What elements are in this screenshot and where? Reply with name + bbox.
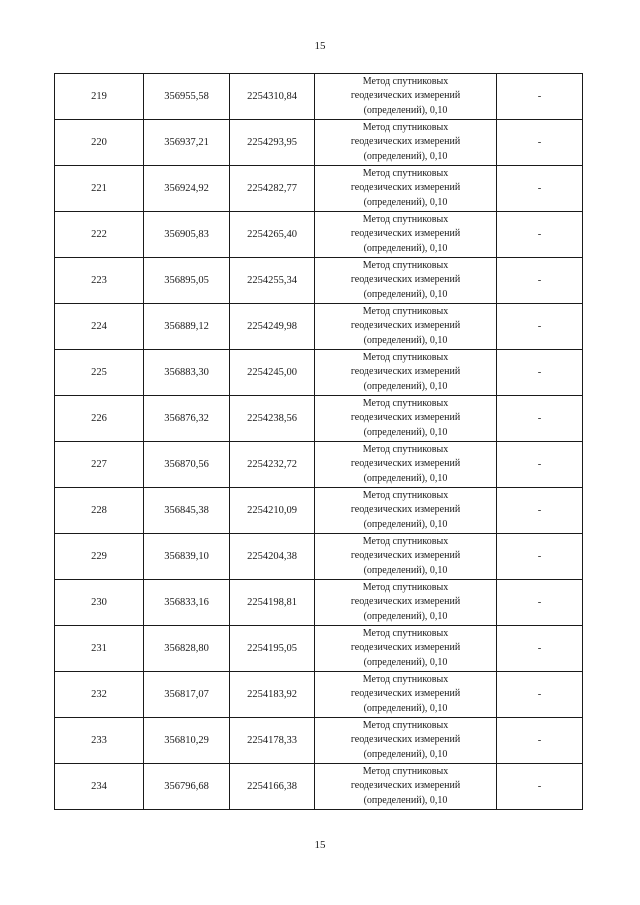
x-coordinate-cell: 356817,07 bbox=[144, 672, 230, 718]
note-cell: - bbox=[497, 304, 583, 350]
note-cell: - bbox=[497, 442, 583, 488]
method-line: (определений), 0,10 bbox=[363, 334, 448, 346]
y-coordinate-cell: 2254198,81 bbox=[230, 580, 315, 626]
method-line: (определений), 0,10 bbox=[363, 518, 448, 530]
x-coordinate-cell: 356895,05 bbox=[144, 258, 230, 304]
method-cell bbox=[315, 764, 497, 810]
method-line: Метод спутниковых bbox=[362, 259, 449, 271]
method-line: Метод спутниковых bbox=[362, 75, 449, 87]
x-coordinate-cell: 356810,29 bbox=[144, 718, 230, 764]
method-line: геодезических измерений bbox=[350, 182, 461, 194]
method-cell bbox=[315, 350, 497, 396]
method-cell bbox=[315, 396, 497, 442]
note-cell: - bbox=[497, 166, 583, 212]
method-line: Метод спутниковых bbox=[362, 305, 449, 317]
method-line: Метод спутниковых bbox=[362, 213, 449, 225]
y-coordinate-cell: 2254265,40 bbox=[230, 212, 315, 258]
page-number-top: 15 bbox=[314, 40, 326, 52]
note-cell: - bbox=[497, 718, 583, 764]
point-number-cell: 230 bbox=[55, 580, 144, 626]
table-row bbox=[55, 672, 583, 718]
table-row bbox=[55, 718, 583, 764]
method-line: Метод спутниковых bbox=[362, 397, 449, 409]
point-number-cell: 224 bbox=[55, 304, 144, 350]
y-coordinate-cell: 2254210,09 bbox=[230, 488, 315, 534]
method-line: Метод спутниковых bbox=[362, 351, 449, 363]
method-cell bbox=[315, 672, 497, 718]
y-coordinate-cell: 2254166,38 bbox=[230, 764, 315, 810]
method-line: (определений), 0,10 bbox=[363, 656, 448, 668]
table-row bbox=[55, 396, 583, 442]
note-cell: - bbox=[497, 258, 583, 304]
table-row bbox=[55, 304, 583, 350]
table-row bbox=[55, 350, 583, 396]
method-line: (определений), 0,10 bbox=[363, 242, 448, 254]
y-coordinate-cell: 2254293,95 bbox=[230, 120, 315, 166]
x-coordinate-cell: 356889,12 bbox=[144, 304, 230, 350]
note-cell: - bbox=[497, 764, 583, 810]
method-line: Метод спутниковых bbox=[362, 489, 449, 501]
y-coordinate-cell: 2254238,56 bbox=[230, 396, 315, 442]
point-number-cell: 226 bbox=[55, 396, 144, 442]
method-cell bbox=[315, 580, 497, 626]
method-line: геодезических измерений bbox=[350, 136, 461, 148]
method-line: Метод спутниковых bbox=[362, 719, 449, 731]
x-coordinate-cell: 356845,38 bbox=[144, 488, 230, 534]
table-row bbox=[55, 580, 583, 626]
table-row bbox=[55, 74, 583, 120]
method-line: (определений), 0,10 bbox=[363, 794, 448, 806]
point-number-cell: 222 bbox=[55, 212, 144, 258]
method-line: геодезических измерений bbox=[350, 642, 461, 654]
y-coordinate-cell: 2254249,98 bbox=[230, 304, 315, 350]
method-cell bbox=[315, 120, 497, 166]
method-line: геодезических измерений bbox=[350, 596, 461, 608]
method-line: геодезических измерений bbox=[350, 734, 461, 746]
y-coordinate-cell: 2254178,33 bbox=[230, 718, 315, 764]
method-cell bbox=[315, 166, 497, 212]
method-line: геодезических измерений bbox=[350, 366, 461, 378]
table-row bbox=[55, 212, 583, 258]
table-row bbox=[55, 442, 583, 488]
method-line: (определений), 0,10 bbox=[363, 610, 448, 622]
method-line: Метод спутниковых bbox=[362, 121, 449, 133]
y-coordinate-cell: 2254282,77 bbox=[230, 166, 315, 212]
point-number-cell: 221 bbox=[55, 166, 144, 212]
method-cell bbox=[315, 212, 497, 258]
method-line: геодезических измерений bbox=[350, 274, 461, 286]
coordinates-table-body bbox=[55, 74, 583, 810]
x-coordinate-cell: 356828,80 bbox=[144, 626, 230, 672]
method-line: геодезических измерений bbox=[350, 458, 461, 470]
table-row bbox=[55, 488, 583, 534]
method-line: геодезических измерений bbox=[350, 688, 461, 700]
note-cell: - bbox=[497, 580, 583, 626]
method-line: Метод спутниковых bbox=[362, 627, 449, 639]
x-coordinate-cell: 356796,68 bbox=[144, 764, 230, 810]
method-line: Метод спутниковых bbox=[362, 581, 449, 593]
x-coordinate-cell: 356883,30 bbox=[144, 350, 230, 396]
method-cell bbox=[315, 718, 497, 764]
x-coordinate-cell: 356870,56 bbox=[144, 442, 230, 488]
method-line: (определений), 0,10 bbox=[363, 196, 448, 208]
point-number-cell: 220 bbox=[55, 120, 144, 166]
table-row bbox=[55, 626, 583, 672]
method-line: (определений), 0,10 bbox=[363, 564, 448, 576]
method-cell bbox=[315, 304, 497, 350]
note-cell: - bbox=[497, 120, 583, 166]
coordinates-table bbox=[54, 73, 583, 810]
method-line: (определений), 0,10 bbox=[363, 380, 448, 392]
table-row bbox=[55, 258, 583, 304]
note-cell: - bbox=[497, 672, 583, 718]
x-coordinate-cell: 356839,10 bbox=[144, 534, 230, 580]
method-cell bbox=[315, 74, 497, 120]
x-coordinate-cell: 356924,92 bbox=[144, 166, 230, 212]
note-cell: - bbox=[497, 534, 583, 580]
method-line: (определений), 0,10 bbox=[363, 426, 448, 438]
y-coordinate-cell: 2254245,00 bbox=[230, 350, 315, 396]
method-line: Метод спутниковых bbox=[362, 443, 449, 455]
point-number-cell: 232 bbox=[55, 672, 144, 718]
note-cell: - bbox=[497, 212, 583, 258]
x-coordinate-cell: 356876,32 bbox=[144, 396, 230, 442]
method-line: Метод спутниковых bbox=[362, 765, 449, 777]
point-number-cell: 225 bbox=[55, 350, 144, 396]
page-number-bottom: 15 bbox=[314, 839, 326, 851]
method-line: Метод спутниковых bbox=[362, 167, 449, 179]
method-cell bbox=[315, 488, 497, 534]
method-line: Метод спутниковых bbox=[362, 535, 449, 547]
method-line: геодезических измерений bbox=[350, 504, 461, 516]
point-number-cell: 229 bbox=[55, 534, 144, 580]
method-line: геодезических измерений bbox=[350, 90, 461, 102]
method-line: (определений), 0,10 bbox=[363, 472, 448, 484]
method-line: (определений), 0,10 bbox=[363, 748, 448, 760]
y-coordinate-cell: 2254195,05 bbox=[230, 626, 315, 672]
y-coordinate-cell: 2254310,84 bbox=[230, 74, 315, 120]
method-line: геодезических измерений bbox=[350, 412, 461, 424]
x-coordinate-cell: 356905,83 bbox=[144, 212, 230, 258]
table-row bbox=[55, 764, 583, 810]
method-line: геодезических измерений bbox=[350, 320, 461, 332]
method-line: (определений), 0,10 bbox=[363, 702, 448, 714]
method-cell bbox=[315, 626, 497, 672]
method-line: геодезических измерений bbox=[350, 780, 461, 792]
y-coordinate-cell: 2254232,72 bbox=[230, 442, 315, 488]
x-coordinate-cell: 356955,58 bbox=[144, 74, 230, 120]
point-number-cell: 228 bbox=[55, 488, 144, 534]
method-line: геодезических измерений bbox=[350, 228, 461, 240]
method-line: (определений), 0,10 bbox=[363, 104, 448, 116]
method-line: (определений), 0,10 bbox=[363, 150, 448, 162]
method-cell bbox=[315, 258, 497, 304]
point-number-cell: 234 bbox=[55, 764, 144, 810]
method-line: Метод спутниковых bbox=[362, 673, 449, 685]
note-cell: - bbox=[497, 350, 583, 396]
table-row bbox=[55, 166, 583, 212]
table-row bbox=[55, 120, 583, 166]
method-cell bbox=[315, 534, 497, 580]
note-cell: - bbox=[497, 488, 583, 534]
y-coordinate-cell: 2254255,34 bbox=[230, 258, 315, 304]
method-cell bbox=[315, 442, 497, 488]
x-coordinate-cell: 356833,16 bbox=[144, 580, 230, 626]
note-cell: - bbox=[497, 396, 583, 442]
y-coordinate-cell: 2254183,92 bbox=[230, 672, 315, 718]
method-line: (определений), 0,10 bbox=[363, 288, 448, 300]
note-cell: - bbox=[497, 74, 583, 120]
x-coordinate-cell: 356937,21 bbox=[144, 120, 230, 166]
point-number-cell: 223 bbox=[55, 258, 144, 304]
point-number-cell: 231 bbox=[55, 626, 144, 672]
y-coordinate-cell: 2254204,38 bbox=[230, 534, 315, 580]
note-cell: - bbox=[497, 626, 583, 672]
point-number-cell: 233 bbox=[55, 718, 144, 764]
table-row bbox=[55, 534, 583, 580]
method-line: геодезических измерений bbox=[350, 550, 461, 562]
point-number-cell: 227 bbox=[55, 442, 144, 488]
point-number-cell: 219 bbox=[55, 74, 144, 120]
